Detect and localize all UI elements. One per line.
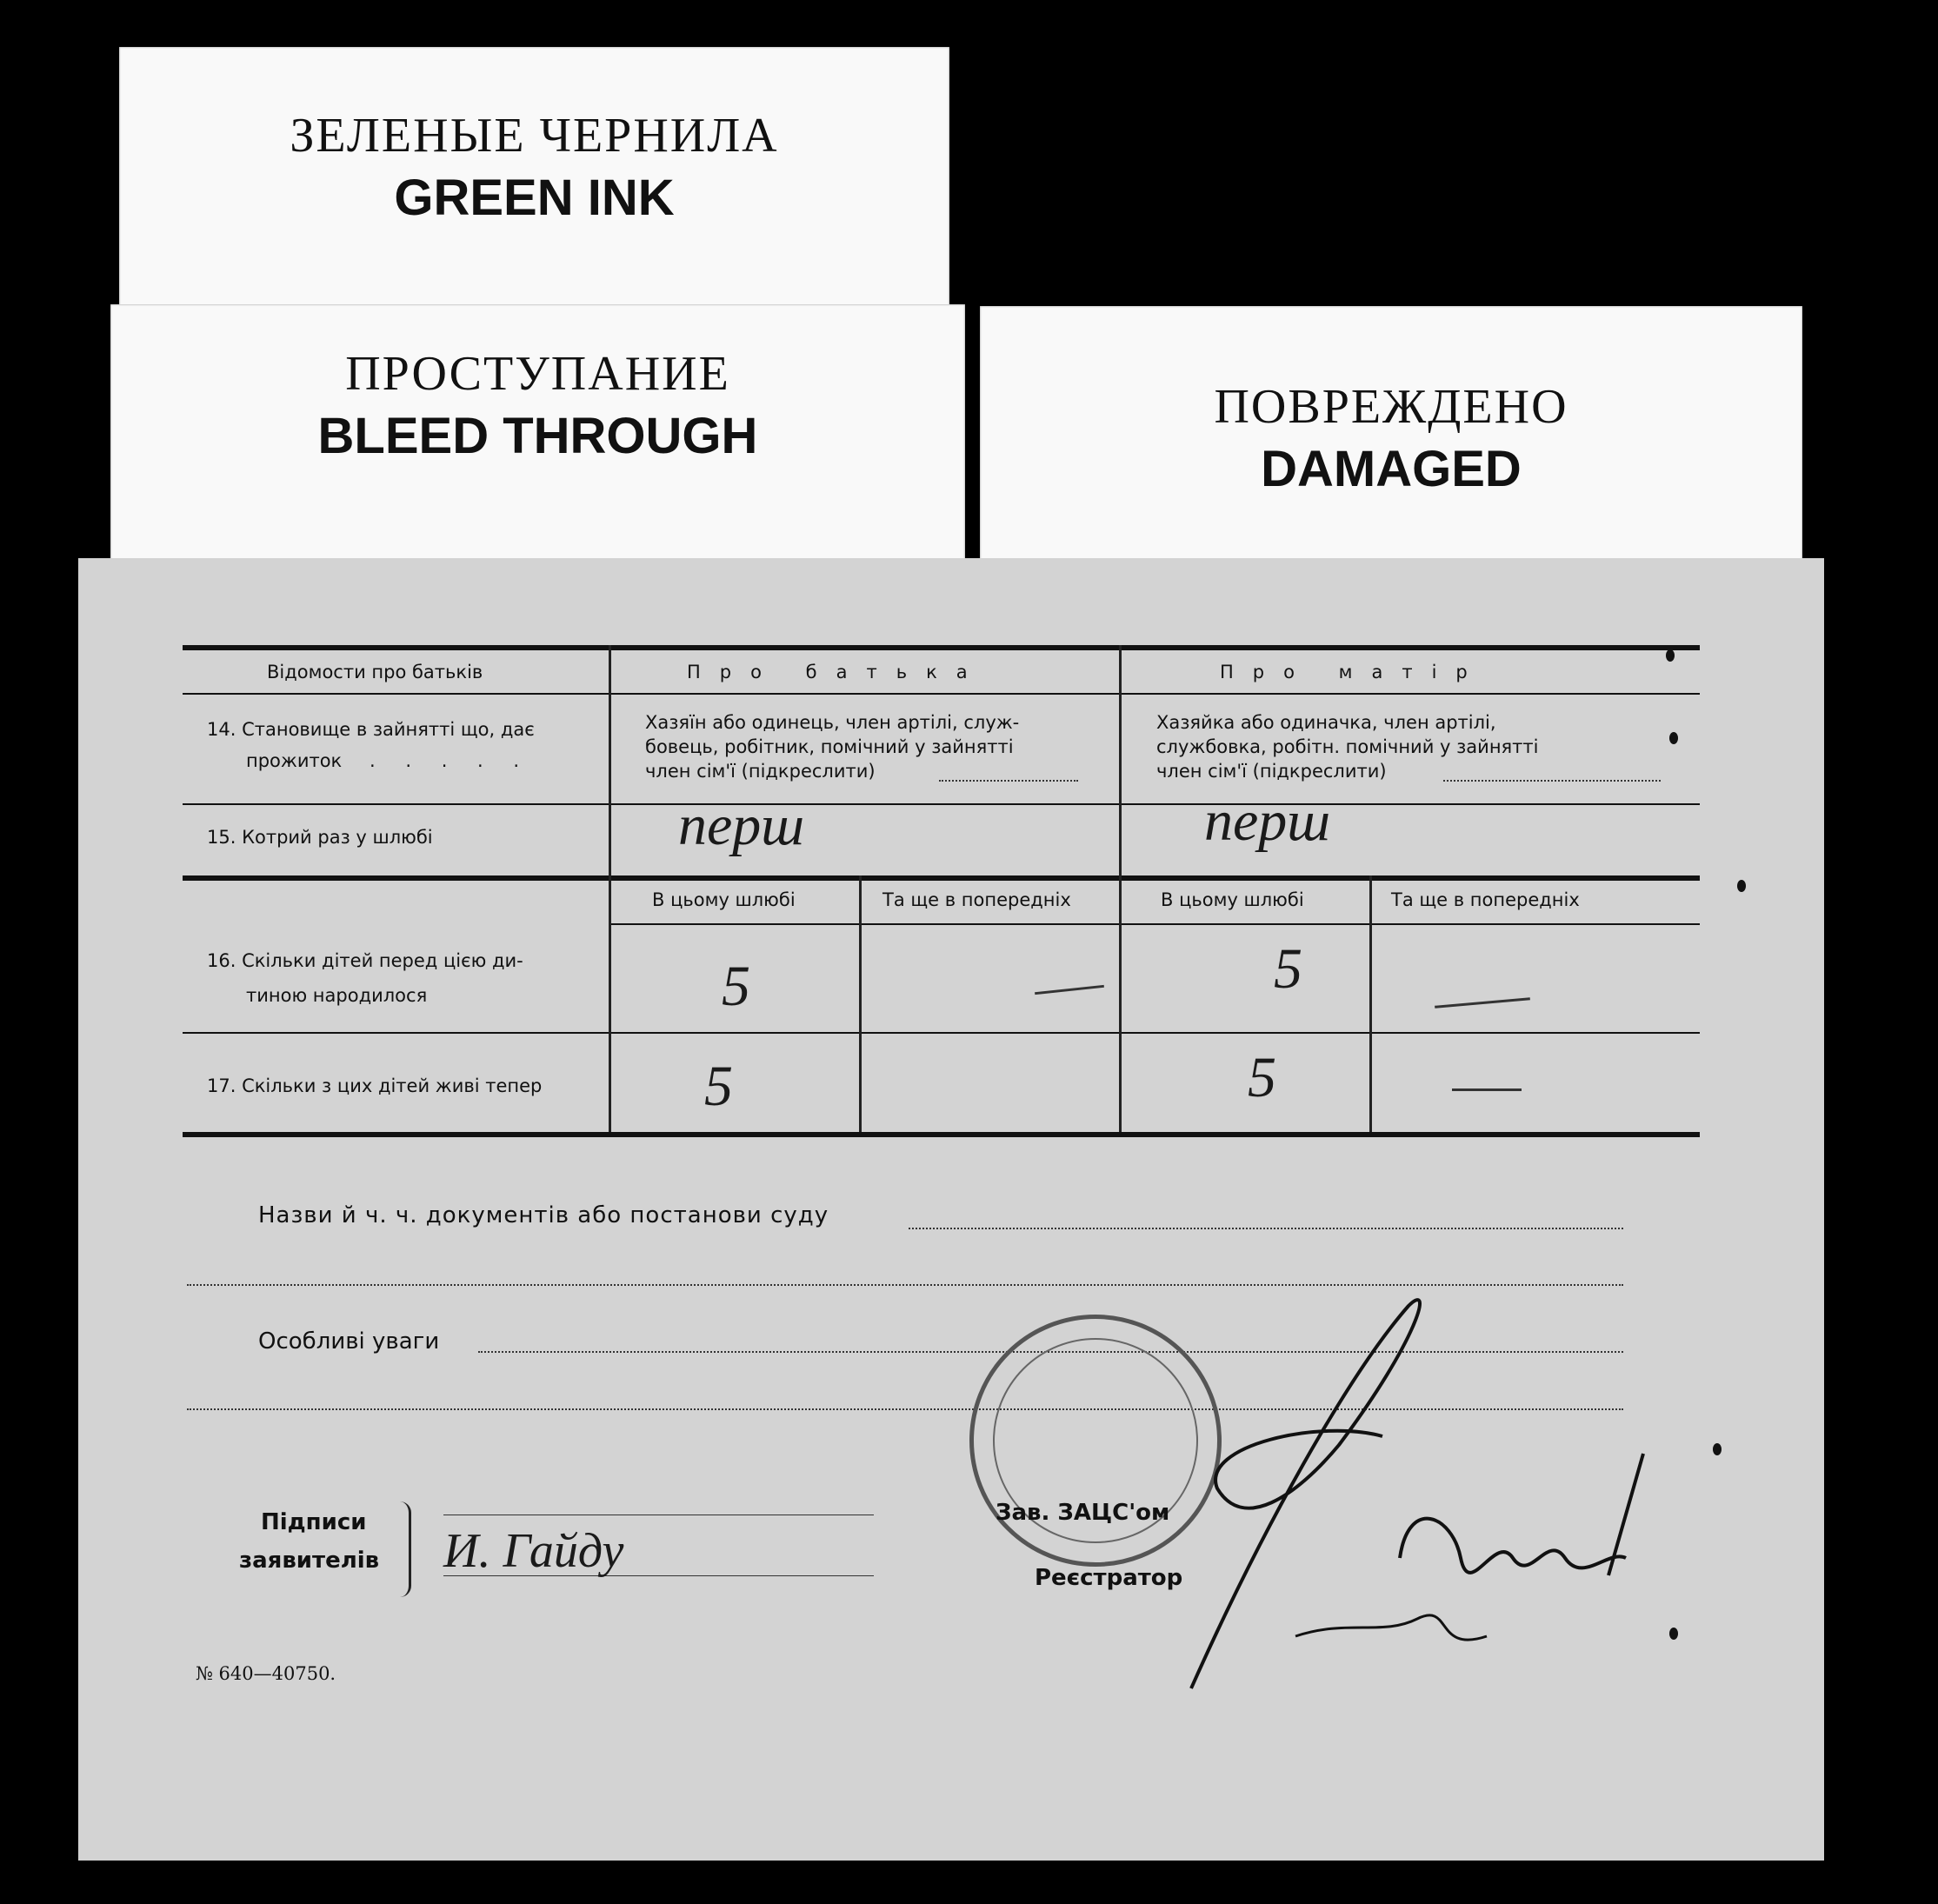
row16-divider xyxy=(183,1032,1700,1034)
row17-mother-previous-dash xyxy=(1452,1088,1522,1091)
row15-father-handwriting: перш xyxy=(678,794,805,857)
row16-father-this-handwriting: 5 xyxy=(722,955,750,1018)
table-bottom-rule xyxy=(183,1132,1700,1137)
bleed-through-flag xyxy=(110,304,965,565)
bleed-through-ru: ПРОСТУПАНИЕ xyxy=(345,347,730,401)
header-parents-info: Відомости про батьків xyxy=(267,662,483,682)
row17-mother-this-handwriting: 5 xyxy=(1248,1046,1276,1109)
row14-label-line2: прожиток xyxy=(246,750,343,771)
damage-mark-3 xyxy=(1737,880,1746,892)
green-ink-flag xyxy=(119,47,949,308)
row16-label-line2: тиною народилося xyxy=(246,985,428,1006)
row15-divider xyxy=(183,875,1700,881)
damaged-ru: ПОВРЕЖДЕНО xyxy=(1214,380,1568,434)
row16-label-line1: 16. Скільки дітей перед цією ди- xyxy=(207,950,523,971)
documents-fill-line-1 xyxy=(909,1228,1623,1229)
damage-mark-2 xyxy=(1669,732,1678,744)
row14-father-line1: Хазяїн або одинець, член артілі, служ- xyxy=(645,712,1020,733)
official-signature-scrawl xyxy=(1122,1271,1730,1706)
column-divider-father-sub xyxy=(859,875,862,1132)
header-father: Про батька xyxy=(687,662,987,682)
row17-label: 17. Скільки з цих дітей живі тепер xyxy=(207,1075,543,1096)
row16-father-previous-dash xyxy=(1035,985,1104,995)
row14-father-line2: бовець, робітник, помічний у зайнятті xyxy=(645,736,1014,757)
table-top-rule xyxy=(183,645,1700,650)
applicant-signature: И. Гайду xyxy=(443,1524,624,1578)
documents-label: Назви й ч. ч. документів або постанови суду xyxy=(258,1202,829,1228)
header-mother: Про матір xyxy=(1220,662,1487,682)
row14-leader-dots: . . . . . xyxy=(370,750,532,771)
green-ink-en: GREEN INK xyxy=(394,170,675,226)
row15-mother-handwriting: перш xyxy=(1204,789,1331,853)
form-number: № 640—40750. xyxy=(196,1663,336,1684)
row14-mother-line1: Хазяйка або одиначка, член артілі, xyxy=(1156,712,1496,733)
row14-mother-line2: службовка, робітн. помічний у зайнятті xyxy=(1156,736,1539,757)
row14-label-line1: 14. Становище в зайнятті що, дає xyxy=(207,719,535,740)
damage-mark-1 xyxy=(1666,649,1675,662)
signatures-brace xyxy=(400,1501,411,1597)
column-divider-mother-sub xyxy=(1369,875,1372,1132)
bleed-through-en: BLEED THROUGH xyxy=(317,408,758,464)
children-father-previous: Та ще в попередніх xyxy=(882,889,1071,910)
row14-father-fill xyxy=(939,780,1078,782)
children-mother-this-marriage: В цьому шлюбі xyxy=(1161,889,1304,910)
signatures-label-line1: Підписи xyxy=(261,1509,367,1535)
row16-mother-previous-dash xyxy=(1435,997,1530,1009)
damage-mark-5 xyxy=(1669,1628,1678,1640)
row14-mother-fill xyxy=(1443,780,1661,782)
registrar-label: Реєстратор xyxy=(1035,1565,1183,1591)
row15-label: 15. Котрий раз у шлюбі xyxy=(207,827,433,848)
damage-mark-4 xyxy=(1713,1443,1722,1455)
head-of-registry-label: Зав. ЗАЦС'ом xyxy=(996,1500,1170,1526)
damaged-flag xyxy=(980,306,1802,567)
header-divider xyxy=(183,693,1700,695)
children-mother-previous: Та ще в попередніх xyxy=(1391,889,1580,910)
row14-divider xyxy=(183,803,1700,805)
row14-father-line3: член сім'ї (підкреслити) xyxy=(645,761,876,782)
remarks-label: Особливі уваги xyxy=(258,1328,440,1355)
column-divider-2 xyxy=(1119,645,1122,1132)
signatures-label-line2: заявителів xyxy=(239,1548,380,1574)
children-header-divider xyxy=(609,923,1700,925)
damaged-en: DAMAGED xyxy=(1261,441,1522,497)
row17-father-this-handwriting: 5 xyxy=(704,1055,733,1118)
green-ink-ru: ЗЕЛЕНЫЕ ЧЕРНИЛА xyxy=(290,109,779,163)
row14-mother-line3: член сім'ї (підкреслити) xyxy=(1156,761,1387,782)
row16-mother-this-handwriting: 5 xyxy=(1274,937,1302,1001)
registration-form-page xyxy=(78,558,1824,1861)
column-divider-1 xyxy=(609,645,611,1132)
children-father-this-marriage: В цьому шлюбі xyxy=(652,889,796,910)
